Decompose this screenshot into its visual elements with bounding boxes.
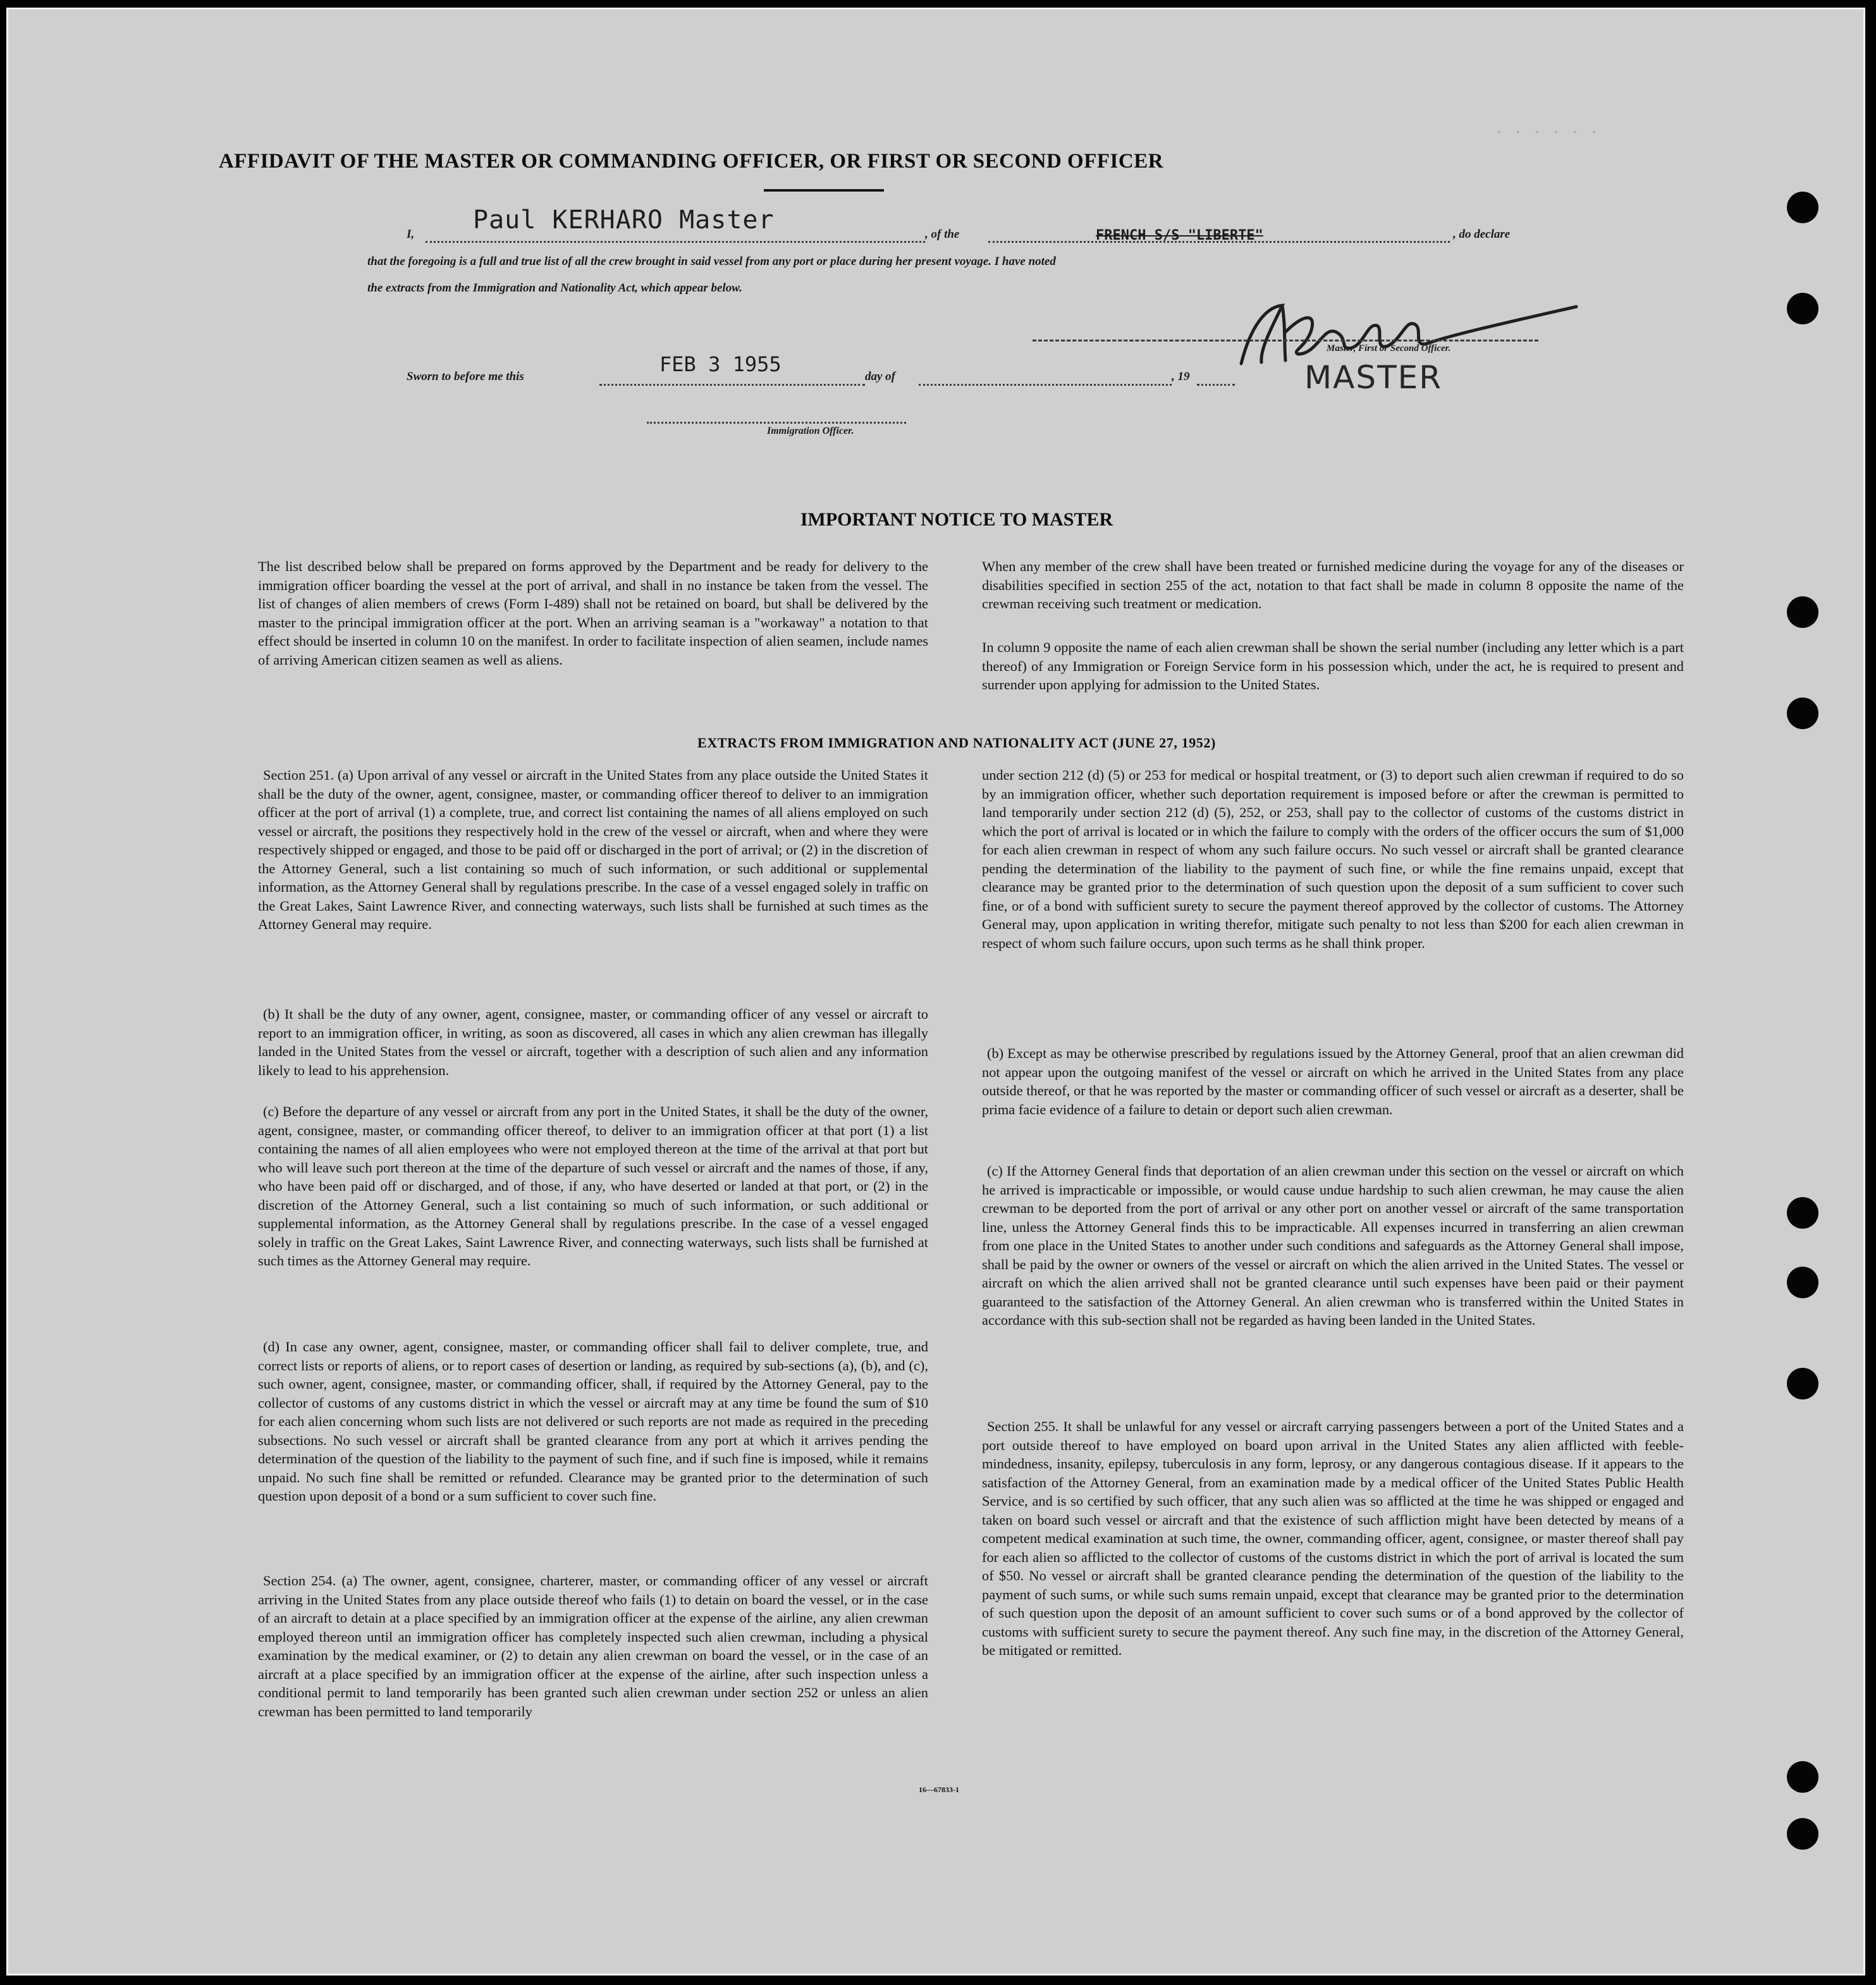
form-number: 16—67833-1 (919, 1785, 959, 1794)
notice-right-paragraph-2: In column 9 opposite the name of each alien crewman shall be shown the serial number (including any letter which is a part thereof) of any Immigration or Foreign Service form in his possession which, under the act, he is required to present and surrender upon applying for admission to the United States. (982, 639, 1688, 692)
statement-line-1: that the foregoing is a full and true list of all the crew brought in said vessel from any port or place during her present voyage. I have noted (367, 255, 1056, 268)
signature-line (1033, 333, 1538, 341)
punch-hole (1787, 192, 1818, 223)
punch-hole (1787, 1818, 1818, 1850)
bleed-through-text: · · · · · · (1494, 123, 1599, 142)
title-rule (764, 189, 884, 192)
section-255: Section 255. It shall be unlawful for any vessel or aircraft carrying passengers between a port of the United States and a port outside thereof to have employed on board upon arrival in the United States any alien afflicted with feeble-mindedness, insanity, epilepsy, tuberculosis in any form, leprosy, or any dangerous contagious disease. If it appears to the satisfaction of the Attorney General, from an examination made by a medical officer of the United States Public Health Service, and is so certified by such officer, that any such alien was so afflicted at the time he was shipped or engaged and taken on board such vessel or aircraft and that the existence of such affliction might have been detected by means of a competent medical examination at such time, the owner, commanding officer, agent, consignee, or master thereof shall pay for each alien so afflicted to the collector of customs of the customs district in which the port of arrival is located the sum of $50. No vessel or aircraft shall be granted clearance pending the determination of the question of the liability to the payment of such sums, or while such sums remain unpaid, except that clearance may be granted prior to the determination of such question upon the deposit of an amount sufficient to cover such sums or of a bond approved by the collector of customs with sufficient surety to secure the payment thereof. Any such fine may, in the discretion of the Attorney General, be mitigated or remitted. (982, 1418, 1688, 1658)
punch-hole (1787, 1197, 1818, 1229)
statement-line-2: the extracts from the Immigration and Nationality Act, which appear below. (367, 281, 742, 295)
section-254-b: (b) Except as may be otherwise prescribed by regulations issued by the Attorney General, proof that an alien crewman did not appear upon the outgoing manifest of the vessel or aircraft on which he arrived in the United States from any place outside thereof, or that he was reported by the master or commanding officer of such vessel or aircraft as a deserter, shall be prima facie evidence of a failure to detain or deport such alien crewman. (982, 1045, 1688, 1117)
punch-hole (1787, 1368, 1818, 1399)
vessel-name: FRENCH S/S "LIBERTE" (1096, 228, 1263, 243)
year-line (1197, 375, 1235, 386)
month-line (919, 375, 1172, 386)
notice-left-paragraph: The list described below shall be prepared on forms approved by the Department and be ready for delivery to the immigration officer boarding the vessel at the port of arrival, and shall in no instance be taken from the vessel. The list of changes of alien members of crews (Form I-489) shall not be retained on board, but shall be delivered by the master to the principal immigration officer at the port. When an arriving seaman is a "workaway" a notation to that effect should be inserted in column 10 on the manifest. In order to facilitate inspection of alien seamen, include names of arriving American citizen seamen as well as aliens. (258, 558, 932, 668)
punch-hole (1787, 698, 1818, 729)
of-the-label: , of the (925, 228, 960, 241)
punch-hole (1787, 1267, 1818, 1298)
section-254-a: Section 254. (a) The owner, agent, consignee, charterer, master, or commanding officer of any vessel or aircraft arriving in the United States from any place outside thereof who fails (1) to detain on board the vessel, or in the case of an aircraft to detain at a place specified by an immigration officer at the expense of the airline, any alien crewman employed thereon until an immigration officer has completely inspected such alien crewman, including a physical examination by the medical examiner, or (2) to detain any alien crewman on board the vessel, or in the case of an aircraft at a place specified by an immigration officer at the expense of the airline, after such inspection unless a conditional permit to land temporarily has been granted such alien crewman under section 252 or unless an alien crewman has been permitted to land temporarily (258, 1573, 932, 1719)
sworn-label: Sworn to before me this (407, 370, 524, 383)
document-page (6, 8, 1865, 1976)
day-of-label: day of (865, 370, 896, 383)
master-stamp: MASTER (1304, 359, 1442, 396)
do-declare-label: , do declare (1453, 228, 1511, 241)
punch-hole (1787, 596, 1818, 628)
notice-title: IMPORTANT NOTICE TO MASTER (800, 509, 1113, 530)
section-251-d: (d) In case any owner, agent, consignee, master, or commanding officer shall fail to deliver complete, true, and correct lists or reports of aliens, or to report cases of desertion or landing, as required by sub-sections (a), (b), and (c), such owner, agent, consignee, master, or commanding officer, shall, if required by the Attorney General, pay to the collector of customs of any customs district in which the vessel or aircraft may at any time be found the sum of $10 for each alien concerning whom such lists are not delivered or such reports are not made as required in the preceding subsections. No such vessel or aircraft shall be granted clearance from any port at which it arrives pending the determination of the question of the liability to the payment of such fine, and if such fine is imposed, while it remains unpaid. No such fine shall be remitted or refunded. Clearance may be granted prior to the determination of such question upon deposit of a bond or a sum sufficient to cover such fine. (258, 1339, 932, 1504)
affidavit-title: AFFIDAVIT OF THE MASTER OR COMMANDING OFFICER, OR FIRST OR SECOND OFFICER (218, 150, 1164, 173)
section-254-a-continued: under section 212 (d) (5) or 253 for medical or hospital treatment, or (3) to deport such alien crewman if required to do so by an immigration officer, whether such deportation requirement is imposed before or after the crewman is permitted to land temporarily under section 212 (d) (5), 252, or 253, shall pay to the collector of customs of the customs district in which the port of arrival is located or in which the failure to comply with the orders of the officer occurs the sum of $1,000 for each alien crewman in respect of whom any such failure occurs. No such vessel or aircraft shall be granted clearance pending the determination of the liability to the payment of such fine, or while the fine remains unpaid, except that clearance may be granted prior to the determination of such question upon the deposit of a sum sufficient to cover such fine, or of a bond with sufficient surety to secure the payment thereof approved by the collector of customs. The Attorney General may, upon application in writing therefor, mitigate such penalty to not less than $200 for each alien crewman in respect of whom such failure occurs, upon such terms as he shall think proper. (982, 767, 1688, 951)
section-251-c: (c) Before the departure of any vessel or aircraft from any port in the United States, it shall be the duty of the owner, agent, consignee, master, or commanding officer thereof, to deliver to an immigration officer at that port (1) a list containing the names of all alien employees who were not employed thereon at the time of the arrival at that port but who will leave such port thereon at the time of the departure of such vessel or aircraft and the names of those, if any, who have been paid off or discharged, and of those, if any, who have deserted or landed at that port, or (2) in the discretion of the Attorney General, such a list containing so much of such information, or such additional or supplemental information, as the Attorney General shall by regulations prescribe. In the case of a vessel engaged solely in traffic on the Great Lakes, Saint Lawrence River, and connecting waterways, such lists shall be furnished at such times as the Attorney General may require. (258, 1103, 932, 1269)
officer-label: Master, First or Second Officer. (1327, 343, 1451, 353)
year-label: , 19 (1172, 370, 1190, 383)
section-251-a: Section 251. (a) Upon arrival of any vessel or aircraft in the United States from any place outside the United States it shall be the duty of the owner, agent, consignee, master, or commanding officer thereof to deliver to an immigration officer at the port of arrival (1) a complete, true, and correct list containing the names of all aliens employed on such vessel or aircraft, the positions they respectively hold in the crew of the vessel or aircraft, when and where they were respectively shipped or engaged, and those to be paid off or discharged in the port of arrival; or (2) in the discretion of the Attorney General, such a list containing so much of such information, or such additional or supplemental information, as the Attorney General shall by regulations prescribe. In the case of a vessel engaged solely in traffic on the Great Lakes, Saint Lawrence River, and connecting waterways, such lists shall be furnished at such times as the Attorney General may require. (258, 767, 932, 932)
immigration-officer-line (647, 414, 906, 424)
section-254-c: (c) If the Attorney General finds that deportation of an alien crewman under this section on the vessel or aircraft on which he arrived is impracticable or impossible, or would cause undue hardship to such alien crewman, he may cause the alien crewman to be deported from the port of arrival or any other port on another vessel or aircraft of the same transportation line, unless the Attorney General finds this to be impracticable. All expenses incurred in transferring an alien crewman from one place in the United States to another under such conditions and safeguards as the Attorney General shall impose, shall be paid by the owner or owners of the vessel or aircraft on which the alien arrived in the United States. The vessel or aircraft on which the alien arrived shall not be granted clearance until such expenses have been paid or their payment guaranteed to the satisfaction of the Attorney General. An alien crewman who is transferred within the United States in accordance with this sub-section shall not be regarded as having been landed in the United States. (982, 1163, 1688, 1328)
master-name: Paul KERHARO Master (473, 206, 775, 235)
immigration-officer-label: Immigration Officer. (767, 426, 854, 436)
punch-hole (1787, 1761, 1818, 1793)
punch-hole (1787, 293, 1818, 324)
section-251-b: (b) It shall be the duty of any owner, agent, consignee, master, or commanding officer of any vessel or aircraft to report to an immigration officer, in writing, as soon as discovered, all cases in which any alien crewman has illegally landed in the United States from the vessel or aircraft, together with a description of such alien and any information likely to lead to his apprehension. (258, 1006, 932, 1078)
notice-right-paragraph-1: When any member of the crew shall have been treated or furnished medicine during the voyage for any of the diseases or disabilities specified in section 255 of the act, notation to that fact shall be made in column 8 opposite the name of the crewman receiving such treatment or medication. (982, 558, 1688, 611)
sworn-date-line (599, 375, 865, 386)
i-label: I, (407, 228, 415, 241)
extracts-title: EXTRACTS FROM IMMIGRATION AND NATIONALITY ACT (JUNE 27, 1952) (697, 735, 1216, 751)
sworn-date: FEB 3 1955 (659, 352, 782, 376)
